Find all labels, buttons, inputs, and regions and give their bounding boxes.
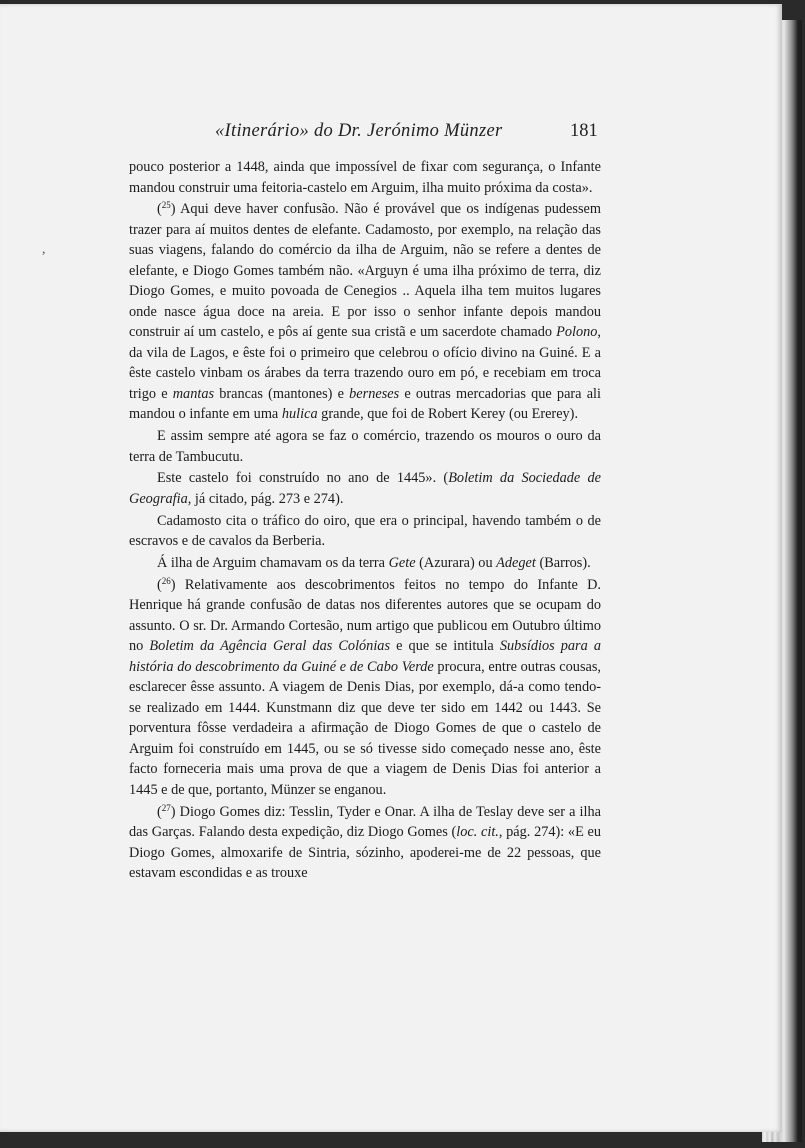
paragraph: ($^{26}$) Relativamente aos descobrimentos feitos no tempo do Infante D. Henrique há grande confusão de datas nos diferentes autores que se ocupam do assunto. O sr. Dr. Armando Cortesão, num artigo que publicou em Outubro último no Boletim da Agência Geral das Colónias e que se intitula Subsídios para a história do descobrimento da Guiné e de Cabo Verde procura, entre outras cousas, esclarecer êsse assunto. A viagem de Denis Dias, por exemplo, dá-a como tendo-se realizado em 1444. Kunstmann diz que deve ter sido em 1442 ou 1443. Se porventura fôsse verdadeira a afirmação de Diogo Gomes de que o castelo de Arguim foi construído em 1445, ou se só tivesse sido começado nesse ano, êste facto forneceria mais uma prova de que a viagem de Denis Dias foi anterior a 1445 e de que, portanto, Münzer se enganou. — [129, 575, 602, 798]
paragraph: ($^{25}$) Aqui deve haver confusão. Não é provável que os indígenas pudessem trazer para aí muitos dentes de elefante. Cadamosto, por exemplo, na relação das suas viagens, falando do comércio da ilha de Arguim, não se refere a dentes de elefante, e Diogo Gomes também não. «Arguyn é uma ilha próximo de terra, diz Diogo Gomes, e muito povoada de Cenegios .. Aquela ilha tem muitos lugares onde nasce água doce na areia. E por isso o senhor infante depois mandou construir aí um castelo, e pôs aí gente sua cristã e um sacerdote chamado Polono, da vila de Lagos, e êste foi o primeiro que celebrou o ofício divino na Guiné. E a êste castelo vinbam os árabes da terra trazendo ouro em pó, e recebiam em troca trigo e mantas brancas (mantones) e berneses e outras mercadorias que para ali mandou o infante em uma hulica grande, que foi de Robert Kerey (ou Ererey). — [129, 200, 601, 423]
paragraph: pouco posterior a 1448, ainda que impossível de fixar com segurança, o Infante mandou construir uma feitoria-castelo em Arguim, ilha muito próxima da costa». — [129, 159, 601, 196]
body-text — [129, 157, 601, 885]
paragraph: ($^{27}$) Diogo Gomes diz: Tesslin, Tyder e Onar. A ilha de Teslay deve ser a ilha das Garças. Falando desta expedição, diz Diogo Gomes (loc. cit., pág. 274): «E eu Diogo Gomes, almoxarife de Sintria, sózinho, apoderei-me de 22 pessoas, que estavam escondidas e as trouxe — [129, 802, 601, 882]
paragraph: Este castelo foi construído no ano de 1445». (Boletim da Sociedade de Geografia, já citado, pág. 273 e 274). — [129, 470, 601, 507]
paragraph: Cadamosto cita o tráfico do oiro, que era o principal, havendo também o de escravos e de cavalos da Berberia. — [129, 512, 601, 550]
paragraph: E assim sempre até agora se faz o comércio, trazendo os mouros o ouro da terra de Tambucutu. — [129, 428, 601, 465]
running-header — [0, 115, 782, 145]
paragraph: Á ilha de Arguim chamavam os da terra Gete (Azurara) ou Adeget (Barros). — [157, 554, 591, 571]
running-title: «Itinerário» do Dr. Jerónimo Münzer — [215, 121, 503, 141]
page-number: 181 — [570, 121, 598, 141]
margin-speck: , — [42, 242, 46, 257]
book-page — [0, 4, 782, 1132]
